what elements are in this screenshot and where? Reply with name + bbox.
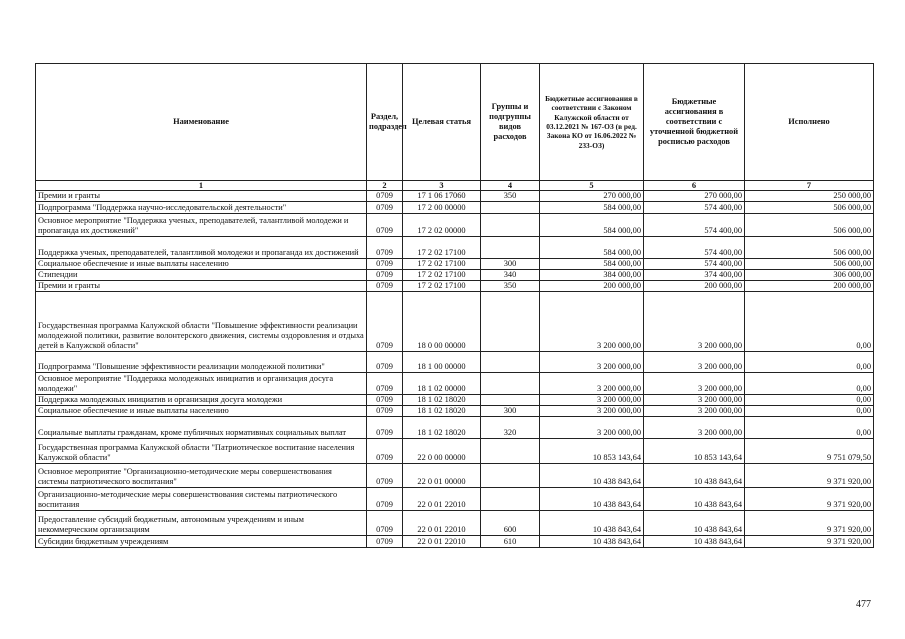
table-row [36,270,874,281]
row-group [481,202,540,214]
row-budget-amount: 3 200 000,00 [644,352,745,373]
row-name: Основное мероприятие "Организационно-методические меры совершенствования системы патриотического воспитания" [36,464,367,488]
row-group [481,352,540,373]
row-name: Премии и гранты [36,191,367,202]
column-number: 4 [481,181,540,191]
row-section: 0709 [367,395,403,406]
table-row [36,191,874,202]
table-row [36,417,874,439]
row-section: 0709 [367,488,403,511]
row-section: 0709 [367,373,403,395]
header-row [36,64,874,181]
row-name: Премии и гранты [36,281,367,292]
row-target: 17 2 02 17100 [403,259,481,270]
row-section: 0709 [367,464,403,488]
table-row [36,511,874,536]
row-law-amount: 584 000,00 [540,259,644,270]
row-budget-amount: 574 400,00 [644,202,745,214]
row-section: 0709 [367,536,403,548]
row-law-amount: 10 438 843,64 [540,511,644,536]
table-row [36,488,874,511]
row-budget-amount: 3 200 000,00 [644,292,745,352]
column-number: 2 [367,181,403,191]
row-name: Основное мероприятие "Поддержка молодежных инициатив и организация досуга молодежи" [36,373,367,395]
row-name: Основное мероприятие "Поддержка ученых, преподавателей, талантливой молодежи и пропаганда их достижений" [36,214,367,237]
row-executed-amount: 9 751 079,50 [745,439,874,464]
row-budget-amount: 10 438 843,64 [644,511,745,536]
row-group [481,237,540,259]
budget-table [35,63,874,548]
row-name: Субсидии бюджетным учреждениям [36,536,367,548]
row-name: Предоставление субсидий бюджетным, автономным учреждениям и иным некоммерческим организациям [36,511,367,536]
row-name: Подпрограмма "Поддержка научно-исследовательской деятельности" [36,202,367,214]
column-number: 7 [745,181,874,191]
row-section: 0709 [367,214,403,237]
row-executed-amount: 9 371 920,00 [745,536,874,548]
row-law-amount: 3 200 000,00 [540,395,644,406]
header-budget-allocation: Бюджетные ассигнования в соответствии с уточненной бюджетной росписью расходов [644,64,745,181]
row-target: 17 2 02 17100 [403,281,481,292]
table-row [36,439,874,464]
row-executed-amount: 506 000,00 [745,214,874,237]
row-budget-amount: 574 400,00 [644,259,745,270]
row-executed-amount: 0,00 [745,352,874,373]
row-target: 22 0 01 22010 [403,488,481,511]
column-number-row [36,181,874,191]
row-group [481,373,540,395]
row-target: 17 2 02 00000 [403,214,481,237]
row-law-amount: 384 000,00 [540,270,644,281]
row-executed-amount: 200 000,00 [745,281,874,292]
row-group [481,395,540,406]
row-section: 0709 [367,259,403,270]
row-section: 0709 [367,511,403,536]
table-row [36,406,874,417]
header-section: Раздел, подраздел [367,64,403,181]
row-target: 18 1 02 18020 [403,406,481,417]
row-executed-amount: 9 371 920,00 [745,464,874,488]
table-row [36,373,874,395]
row-law-amount: 10 438 843,64 [540,464,644,488]
row-target: 18 0 00 00000 [403,292,481,352]
row-budget-amount: 270 000,00 [644,191,745,202]
row-name: Поддержка молодежных инициатив и организация досуга молодежи [36,395,367,406]
row-section: 0709 [367,417,403,439]
row-executed-amount: 0,00 [745,292,874,352]
row-section: 0709 [367,237,403,259]
row-target: 22 0 00 00000 [403,439,481,464]
row-budget-amount: 10 438 843,64 [644,536,745,548]
row-executed-amount: 9 371 920,00 [745,511,874,536]
row-target: 17 2 00 00000 [403,202,481,214]
row-budget-amount: 3 200 000,00 [644,395,745,406]
row-budget-amount: 10 438 843,64 [644,488,745,511]
row-target: 22 0 01 22010 [403,536,481,548]
row-group: 300 [481,259,540,270]
row-executed-amount: 506 000,00 [745,259,874,270]
row-target: 17 2 02 17100 [403,237,481,259]
row-name: Поддержка ученых, преподавателей, талантливой молодежи и пропаганда их достижений [36,237,367,259]
row-law-amount: 3 200 000,00 [540,406,644,417]
row-target: 18 1 02 18020 [403,417,481,439]
row-name: Социальное обеспечение и иные выплаты населению [36,259,367,270]
row-law-amount: 10 853 143,64 [540,439,644,464]
row-name: Стипендии [36,270,367,281]
row-name: Подпрограмма "Повышение эффективности реализации молодежной политики" [36,352,367,373]
table-row [36,464,874,488]
row-law-amount: 584 000,00 [540,237,644,259]
table-body [36,191,874,548]
row-budget-amount: 200 000,00 [644,281,745,292]
row-section: 0709 [367,270,403,281]
table-row [36,237,874,259]
table-row [36,202,874,214]
row-law-amount: 3 200 000,00 [540,417,644,439]
row-executed-amount: 0,00 [745,417,874,439]
row-executed-amount: 0,00 [745,373,874,395]
table-row [36,395,874,406]
row-budget-amount: 374 400,00 [644,270,745,281]
row-group: 300 [481,406,540,417]
row-target: 22 0 01 22010 [403,511,481,536]
row-name: Организационно-методические меры совершенствования системы патриотического воспитания [36,488,367,511]
row-section: 0709 [367,439,403,464]
row-law-amount: 270 000,00 [540,191,644,202]
header-target: Целевая статья [403,64,481,181]
row-law-amount: 3 200 000,00 [540,373,644,395]
row-group [481,464,540,488]
row-section: 0709 [367,292,403,352]
row-target: 22 0 01 00000 [403,464,481,488]
row-law-amount: 200 000,00 [540,281,644,292]
row-executed-amount: 9 371 920,00 [745,488,874,511]
column-number: 1 [36,181,367,191]
row-group: 350 [481,281,540,292]
header-group: Группы и подгруппы видов расходов [481,64,540,181]
row-executed-amount: 506 000,00 [745,202,874,214]
header-name: Наименование [36,64,367,181]
row-group [481,214,540,237]
row-name: Социальное обеспечение и иные выплаты населению [36,406,367,417]
row-target: 18 1 02 18020 [403,395,481,406]
row-executed-amount: 506 000,00 [745,237,874,259]
row-group [481,292,540,352]
row-group [481,439,540,464]
row-name: Государственная программа Калужской области "Повышение эффективности реализации молодежной политики, развитие волонтерского движения, системы оздоровления и отдыха детей в Калужской области" [36,292,367,352]
row-target: 17 2 02 17100 [403,270,481,281]
row-law-amount: 3 200 000,00 [540,352,644,373]
table-row [36,292,874,352]
row-budget-amount: 3 200 000,00 [644,406,745,417]
row-section: 0709 [367,406,403,417]
row-name: Государственная программа Калужской области "Патриотическое воспитание населения Калужской области" [36,439,367,464]
row-group: 340 [481,270,540,281]
header-executed: Исполнено [745,64,874,181]
row-target: 18 1 02 00000 [403,373,481,395]
row-law-amount: 10 438 843,64 [540,536,644,548]
row-section: 0709 [367,281,403,292]
row-budget-amount: 3 200 000,00 [644,417,745,439]
page-number: 477 [856,599,871,610]
row-target: 17 1 06 17060 [403,191,481,202]
row-executed-amount: 0,00 [745,395,874,406]
row-law-amount: 584 000,00 [540,214,644,237]
table-row [36,281,874,292]
column-number: 3 [403,181,481,191]
column-number: 6 [644,181,745,191]
table-row [36,536,874,548]
row-budget-amount: 10 853 143,64 [644,439,745,464]
row-budget-amount: 574 400,00 [644,214,745,237]
row-group: 610 [481,536,540,548]
row-target: 18 1 00 00000 [403,352,481,373]
row-law-amount: 10 438 843,64 [540,488,644,511]
row-executed-amount: 250 000,00 [745,191,874,202]
row-group: 600 [481,511,540,536]
table-row [36,352,874,373]
row-law-amount: 3 200 000,00 [540,292,644,352]
row-section: 0709 [367,202,403,214]
row-group: 320 [481,417,540,439]
table-row [36,259,874,270]
row-section: 0709 [367,191,403,202]
row-executed-amount: 0,00 [745,406,874,417]
row-budget-amount: 3 200 000,00 [644,373,745,395]
column-number: 5 [540,181,644,191]
row-name: Социальные выплаты гражданам, кроме публичных нормативных социальных выплат [36,417,367,439]
row-section: 0709 [367,352,403,373]
header-law-allocation: Бюджетные ассигнования в соответствии с Законом Калужской области от 03.12.2021 № 167-ОЗ (в ред. Закона КО от 16.06.2022 № 233-ОЗ) [540,64,644,181]
row-law-amount: 584 000,00 [540,202,644,214]
row-group: 350 [481,191,540,202]
row-budget-amount: 10 438 843,64 [644,464,745,488]
row-executed-amount: 306 000,00 [745,270,874,281]
table-row [36,214,874,237]
row-budget-amount: 574 400,00 [644,237,745,259]
row-group [481,488,540,511]
